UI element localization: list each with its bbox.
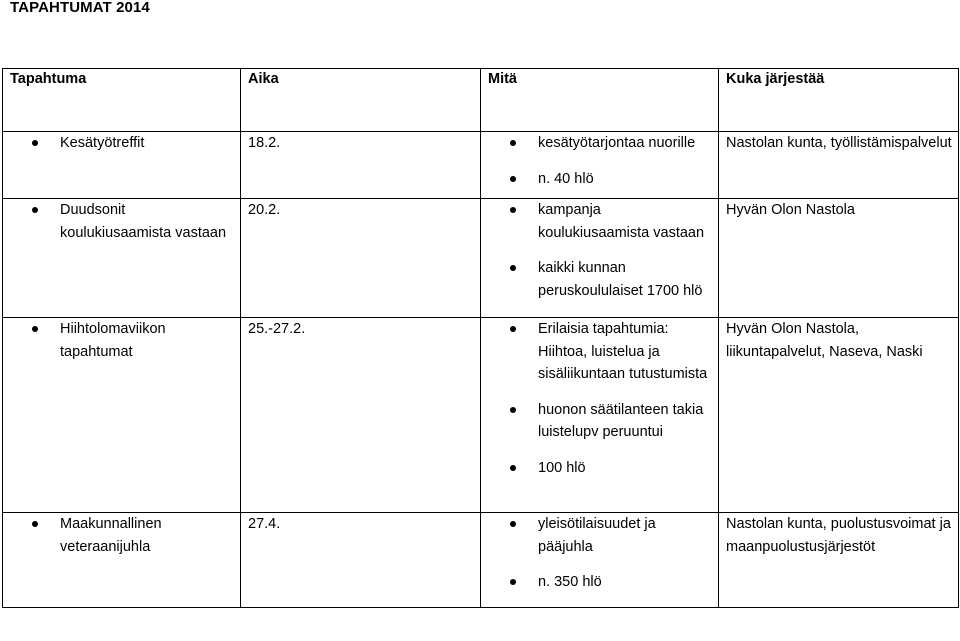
event-organizer: Nastolan kunta, puolustusvoimat ja maanpuolustusjärjestöt	[726, 516, 951, 555]
document-title: TAPAHTUMAT 2014	[10, 0, 150, 16]
header-cell	[719, 69, 959, 132]
organizer-cell	[719, 318, 959, 513]
what-item: 100 hlö	[481, 457, 718, 480]
time-cell	[241, 132, 481, 199]
organizer-cell	[719, 199, 959, 318]
event-cell	[3, 132, 241, 199]
what-cell	[481, 132, 719, 199]
what-item: kampanja koulukiusaamista vastaan	[481, 199, 718, 244]
event-name: Maakunnallinen veteraanijuhla	[3, 513, 240, 558]
header-organizer: Kuka järjestää	[726, 71, 825, 87]
what-cell	[481, 199, 719, 318]
event-time: 20.2.	[248, 202, 281, 218]
event-cell	[3, 199, 241, 318]
event-cell	[3, 513, 241, 608]
event-time: 25.-27.2.	[248, 321, 306, 337]
event-time: 18.2.	[248, 135, 281, 151]
header-cell	[3, 69, 241, 132]
table-row	[3, 318, 959, 513]
what-cell	[481, 513, 719, 608]
header-cell	[241, 69, 481, 132]
header-time: Aika	[248, 71, 279, 87]
header-what: Mitä	[488, 71, 517, 87]
time-cell	[241, 199, 481, 318]
header-cell	[481, 69, 719, 132]
table-row	[3, 513, 959, 608]
event-time: 27.4.	[248, 516, 281, 532]
table-row	[3, 199, 959, 318]
time-cell	[241, 513, 481, 608]
event-name: Kesätyötreffit	[3, 132, 240, 155]
what-item: yleisötilaisuudet ja pääjuhla	[481, 513, 718, 558]
what-cell	[481, 318, 719, 513]
event-name: Hiihtolomaviikon tapahtumat	[3, 318, 240, 363]
organizer-cell	[719, 513, 959, 608]
event-organizer: Nastolan kunta, työllistämispalvelut	[726, 135, 952, 151]
what-item: huonon säätilanteen takia luistelupv peruuntui	[481, 399, 718, 444]
table-row	[3, 132, 959, 199]
event-organizer: Hyvän Olon Nastola, liikuntapalvelut, Naseva, Naski	[726, 321, 923, 360]
what-item: kaikki kunnan peruskoululaiset 1700 hlö	[481, 257, 718, 302]
what-item: Erilaisia tapahtumia: Hiihtoa, luistelua ja sisäliikuntaan tutustumista	[481, 318, 718, 386]
what-item: n. 350 hlö	[481, 571, 718, 594]
what-item: kesätyötarjontaa nuorille	[481, 132, 718, 155]
events-table	[2, 68, 959, 608]
time-cell	[241, 318, 481, 513]
table-header-row	[3, 69, 959, 132]
event-name: Duudsonit koulukiusaamista vastaan	[3, 199, 240, 244]
organizer-cell	[719, 132, 959, 199]
event-cell	[3, 318, 241, 513]
what-item: n. 40 hlö	[481, 168, 718, 191]
event-organizer: Hyvän Olon Nastola	[726, 202, 855, 218]
header-event: Tapahtuma	[10, 71, 87, 87]
